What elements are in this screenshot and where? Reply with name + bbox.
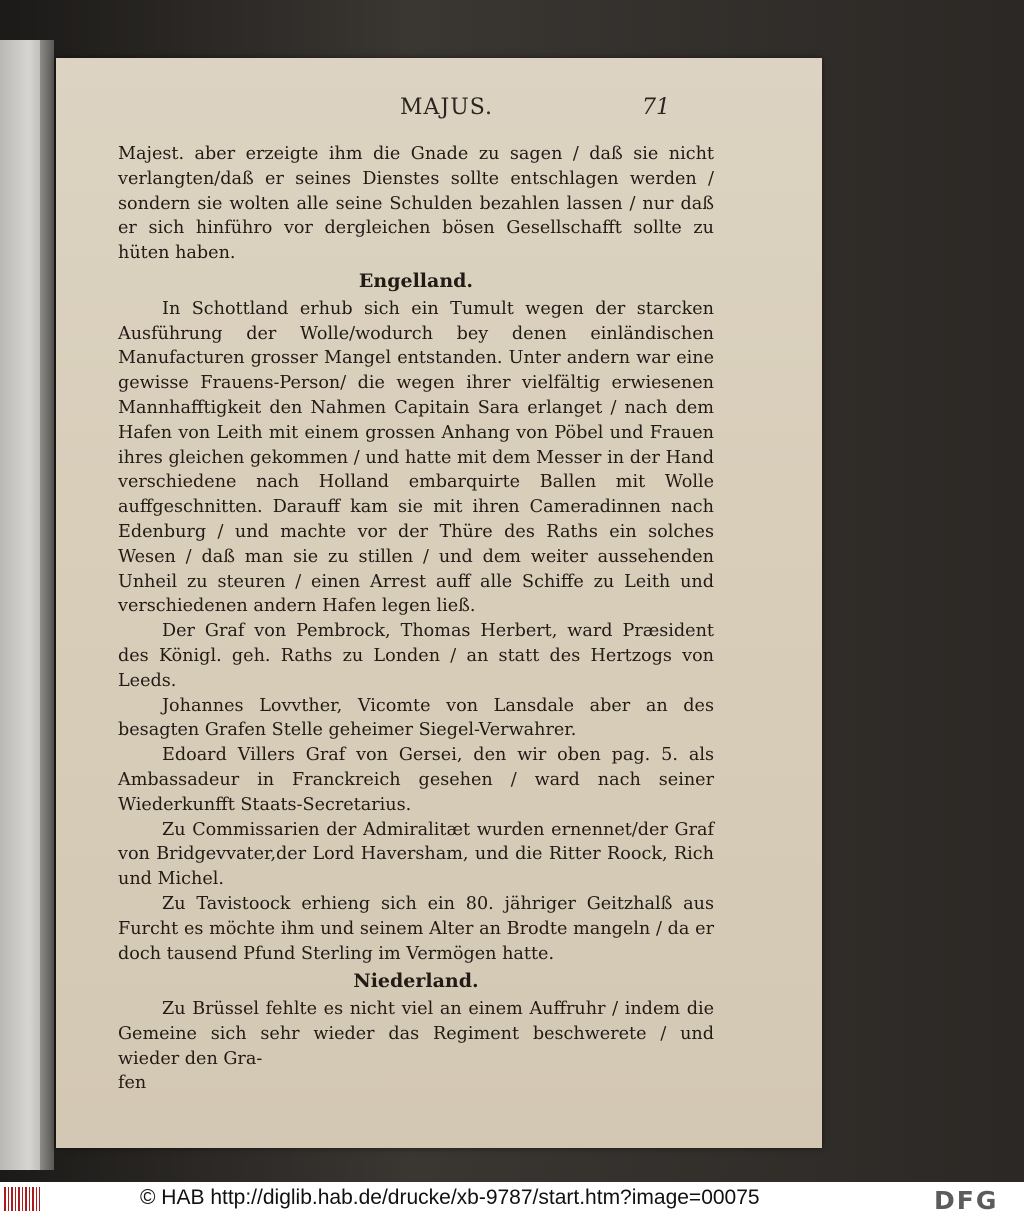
book-gutter-shadow (40, 40, 54, 1170)
running-head-title: MAJUS. (400, 95, 494, 120)
footer-bar (0, 1182, 1024, 1217)
paragraph-admiralitaet: Zu Commissarien der Admiralitæt wurden ernennet/der Graf von Bridgevvater,der Lord Haversham, und die Ritter Roock, Rich und Michel. (118, 819, 714, 890)
running-head (100, 95, 670, 125)
paragraph-lowther: Johannes Lovvther, Vicomte von Lansdale aber an des besagten Grafen Stelle geheimer Siegel-Verwahrer. (118, 695, 714, 741)
copyright-link[interactable]: © HAB http://diglib.hab.de/drucke/xb-9787/start.htm?image=00075 (140, 1186, 760, 1209)
section-heading-engelland: Engelland. (358, 269, 474, 292)
paragraph-continuation: Majest. aber erzeigte ihm die Gnade zu sagen / daß sie nicht verlangten/daß er seines Dienstes sollte entschlagen werden / sondern sie wolten alle seine Schulden bezahlen lassen / nur daß er sich hinführo vor dergleichen bösen Gesellschafft sollte zu hüten haben. (118, 144, 714, 264)
paragraph-bruessel: Zu Brüssel fehlte es nicht viel an einem Auffruhr / indem die Gemeine sich sehr wieder das Regiment beschwerete / und wieder den Gra- (118, 999, 714, 1069)
hab-barcode-logo (4, 1187, 40, 1211)
catchword: fen (118, 1073, 147, 1094)
paragraph-pembrock: Der Graf von Pembrock, Thomas Herbert, ward Præsident des Königl. geh. Raths zu Londen / an statt des Hertzogs von Leeds. (118, 621, 714, 691)
paragraph-tavistoock: Zu Tavistoock erhieng sich ein 80. jähriger Geitzhalß aus Furcht es möchte ihm und seinem Alter an Brodte mangeln / da er doch tausend Pfund Sterling im Vermögen hatte. (118, 893, 714, 964)
paragraph-villers: Edoard Villers Graf von Gersei, den wir oben pag. 5. als Ambassadeur in Franckreich gesehen / ward nach seiner Wiederkunfft Staats-Secretarius. (118, 745, 714, 815)
page-body (118, 142, 714, 1096)
paragraph-schottland: In Schottland erhub sich ein Tumult wegen der starcken Ausführung der Wolle/wodurch bey denen einländischen Manufacturen grosser Mangel entstanden. Unter andern war eine gewisse Frauens-Person/ die wegen ihrer vielfältig erwiesenen Mannhafftigkeit den Nahmen Capitain Sara erlanget / nach dem Hafen von Leith mit einem grossen Anhang von Pöbel und Frauen ihres gleichen gekommen / und hatte mit dem Messer in der Hand verschiedene nach Holland embarquirte Ballen mit Wolle auffgeschnitten. Darauff kam sie mit ihren Cameradinnen nach Edenburg / und machte vor der Thüre des Raths ein solches Wesen / daß man sie zu stillen / und dem weiter aussehenden Unheil zu steuren / einen Arrest auff alle Schiffe zu Leith und verschiedenen andern Hafen legen ließ. (118, 298, 714, 617)
dfg-logo: DFG (934, 1186, 999, 1215)
page-number: 71 (642, 95, 670, 120)
section-heading-niederland: Niederland. (353, 970, 479, 993)
